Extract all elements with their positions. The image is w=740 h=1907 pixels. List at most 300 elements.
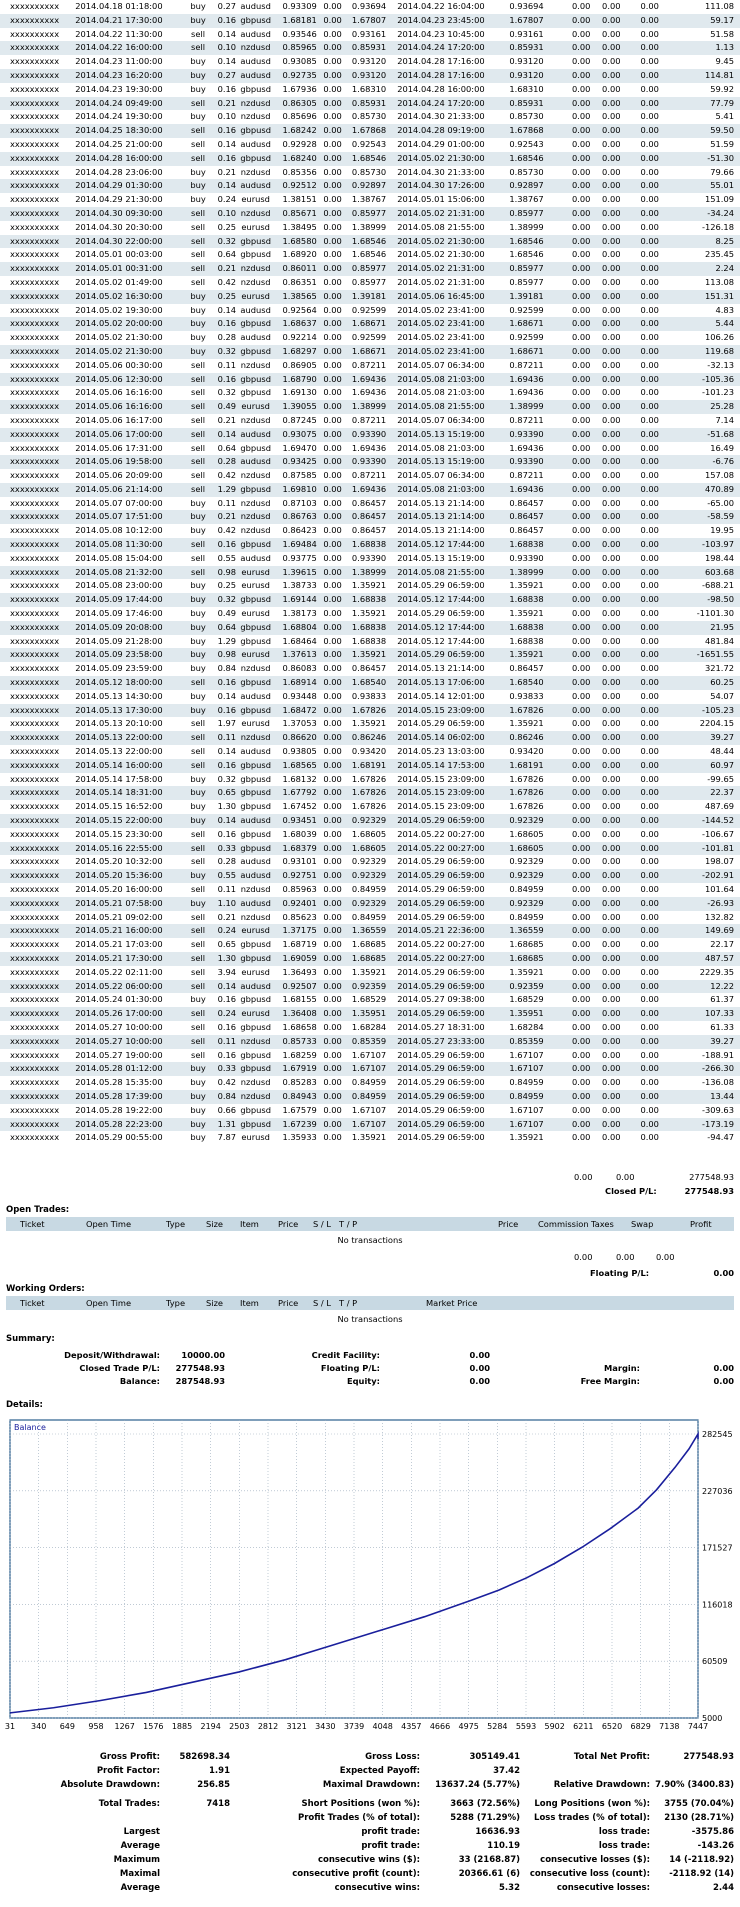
- table-cell: 2014.05.13 21:14:00: [397, 497, 485, 508]
- table-cell: 0.00: [591, 1007, 621, 1021]
- table-cell: 0.85965: [274, 41, 318, 55]
- table-cell: nzdusd: [237, 510, 274, 524]
- table-cell: 0.14: [217, 138, 237, 149]
- stat-max-cl: 14 (-2118.92): [669, 1855, 734, 1865]
- stat-average-pt: 110.19: [487, 1841, 520, 1851]
- table-cell: 1.68605: [351, 828, 387, 839]
- table-cell: 2014.05.08 21:03:00: [387, 373, 499, 387]
- table-cell: 0.00: [545, 510, 592, 524]
- table-cell: buy: [184, 1062, 212, 1076]
- table-cell: nzdusd: [240, 470, 271, 481]
- table-cell: 0.00: [318, 455, 343, 469]
- table-row: [0, 842, 740, 856]
- table-cell: 0.00: [323, 276, 342, 287]
- table-cell: nzdusd: [240, 111, 271, 122]
- table-cell: 0.00: [591, 97, 621, 111]
- stat-net-profit-label: Total Net Profit:: [573, 1752, 650, 1762]
- table-cell: 0.00: [640, 690, 659, 701]
- table-cell: sell: [184, 207, 212, 221]
- stat-avg-cl: 2.44: [713, 1883, 734, 1893]
- table-cell: 0.00: [323, 414, 342, 425]
- x-tick-label: 5902: [544, 1722, 565, 1731]
- table-cell: 0.00: [640, 1049, 659, 1060]
- table-cell: xxxxxxxxxx: [10, 497, 60, 508]
- table-cell: 2014.05.29 06:59:00: [397, 966, 485, 977]
- table-cell: 0.00: [640, 304, 659, 315]
- table-cell: 0.00: [571, 773, 591, 784]
- table-row: [0, 179, 740, 193]
- table-cell: 2014.05.02 01:49:00: [75, 276, 163, 287]
- table-cell: 0.87211: [351, 470, 387, 481]
- table-cell: 0.00: [323, 608, 342, 619]
- table-cell: xxxxxxxxxx: [0, 152, 74, 166]
- table-cell: 0.85977: [351, 276, 387, 287]
- table-cell: -58.59: [660, 510, 740, 524]
- table-cell: 0.00: [323, 166, 342, 177]
- table-cell: 0.00: [602, 1104, 621, 1115]
- table-cell: 1.69144: [274, 593, 318, 607]
- table-cell: 2014.04.30 21:33:00: [397, 166, 485, 177]
- table-cell: audusd: [240, 332, 271, 343]
- table-cell: 1.68914: [274, 676, 318, 690]
- table-row: [0, 124, 740, 138]
- table-cell: 0.00: [323, 1021, 342, 1032]
- table-cell: 0.86905: [282, 359, 317, 370]
- table-cell: 0.92897: [343, 179, 387, 193]
- table-cell: 2014.05.29 00:55:00: [75, 1132, 163, 1143]
- table-row: [0, 414, 740, 428]
- y-tick-label: 5000: [702, 1714, 723, 1723]
- chart-title: Balance: [14, 1423, 46, 1432]
- table-cell: 0.14: [212, 814, 237, 828]
- table-row: [0, 773, 740, 787]
- table-cell: -1651.55: [660, 648, 740, 662]
- table-cell: 106.26: [704, 332, 734, 343]
- table-cell: 0.00: [602, 276, 621, 287]
- table-cell: 2229.35: [699, 966, 734, 977]
- table-cell: gbpusd: [240, 1021, 271, 1032]
- table-cell: 0.00: [591, 179, 621, 193]
- table-cell: 0.00: [602, 304, 621, 315]
- stat-max-cw: 33 (2168.87): [458, 1855, 520, 1865]
- table-cell: 0.00: [545, 786, 592, 800]
- table-cell: 2014.04.24 19:30:00: [75, 111, 163, 122]
- table-cell: gbpusd: [237, 593, 274, 607]
- stat-max-dd: 13637.24 (5.77%): [435, 1780, 520, 1790]
- table-cell: eurusd: [241, 194, 270, 205]
- table-row: [0, 828, 740, 842]
- table-cell: 0.11: [217, 359, 237, 370]
- table-cell: 0.00: [622, 1090, 660, 1104]
- table-cell: 2014.05.01 00:31:00: [74, 262, 184, 276]
- table-cell: 2014.05.22 00:27:00: [387, 952, 499, 966]
- table-cell: 0.00: [591, 510, 621, 524]
- table-cell: 1.35921: [351, 718, 387, 729]
- table-cell: sell: [184, 731, 212, 745]
- table-cell: 0.00: [545, 373, 592, 387]
- table-cell: 2014.05.02 21:30:00: [387, 235, 499, 249]
- table-cell: 1.68685: [343, 952, 387, 966]
- table-row: [0, 359, 740, 373]
- table-cell: 0.16: [217, 83, 237, 94]
- table-cell: 1.68719: [282, 939, 317, 950]
- table-row: [0, 14, 740, 28]
- table-cell: 60.25: [660, 676, 740, 690]
- table-cell: 0.00: [591, 373, 621, 387]
- column-header: Item: [240, 1298, 259, 1308]
- table-cell: 1.38767: [509, 194, 544, 205]
- table-cell: 22.37: [660, 786, 740, 800]
- table-cell: gbpusd: [237, 373, 274, 387]
- table-cell: 0.93390: [499, 428, 544, 442]
- table-cell: 0.00: [602, 994, 621, 1005]
- table-cell: 1.39055: [274, 400, 318, 414]
- stat-maximum-label: Maximum: [113, 1855, 160, 1865]
- table-cell: 0.93309: [282, 1, 317, 11]
- table-row: [0, 1104, 740, 1118]
- table-cell: xxxxxxxxxx: [0, 786, 74, 800]
- table-cell: 1.68838: [499, 593, 544, 607]
- table-cell: 0.93075: [274, 428, 318, 442]
- table-cell: 2014.05.29 06:59:00: [397, 856, 485, 867]
- table-cell: 0.87211: [509, 470, 544, 481]
- table-cell: 1.68540: [343, 676, 387, 690]
- table-cell: 0.16: [212, 373, 237, 387]
- table-row: [0, 41, 740, 55]
- table-cell: 1.36493: [282, 966, 317, 977]
- table-cell: 0.00: [323, 470, 342, 481]
- table-cell: 0.00: [571, 663, 591, 674]
- table-cell: 0.84959: [509, 884, 544, 894]
- table-cell: 2014.05.08 21:03:00: [397, 387, 485, 398]
- table-cell: 0.00: [318, 1118, 343, 1132]
- table-cell: 2014.05.23 13:03:00: [397, 746, 485, 757]
- table-cell: 0.85730: [509, 166, 544, 177]
- table-cell: xxxxxxxxxx: [0, 207, 74, 221]
- table-cell: 0.00: [602, 221, 621, 232]
- table-row: [0, 552, 740, 566]
- table-cell: 0.92329: [343, 814, 387, 828]
- table-cell: 0.00: [640, 1132, 659, 1143]
- table-row: [0, 386, 740, 400]
- table-row: [0, 731, 740, 745]
- table-cell: 0.00: [323, 525, 342, 536]
- table-cell: xxxxxxxxxx: [0, 538, 74, 552]
- table-cell: 0.93425: [274, 455, 318, 469]
- table-cell: 0.00: [571, 1, 591, 11]
- table-cell: 0.93833: [351, 690, 387, 701]
- table-cell: 1.35933: [282, 1132, 317, 1143]
- table-cell: 0.92928: [282, 138, 317, 149]
- table-row: [0, 800, 740, 814]
- table-cell: nzdusd: [240, 166, 271, 177]
- table-cell: 1.67452: [282, 801, 317, 812]
- stat-gross-profit: 582698.34: [179, 1752, 230, 1762]
- table-cell: 0.85730: [351, 166, 387, 177]
- table-cell: 0.00: [602, 690, 621, 701]
- table-cell: 2014.05.13 22:00:00: [74, 731, 184, 745]
- table-cell: 1.38999: [351, 221, 387, 232]
- table-cell: gbpusd: [240, 939, 271, 950]
- stat-average-pt-label: profit trade:: [361, 1841, 420, 1851]
- table-cell: 0.00: [640, 746, 659, 757]
- column-header: Price: [498, 1219, 519, 1229]
- table-cell: 0.00: [640, 83, 659, 94]
- table-cell: 0.00: [571, 111, 591, 122]
- table-cell: xxxxxxxxxx: [10, 332, 60, 343]
- table-cell: 0.00: [318, 676, 343, 690]
- table-cell: 0.32: [212, 235, 237, 249]
- table-cell: 0.00: [323, 828, 342, 839]
- x-tick-label: 4666: [429, 1722, 451, 1731]
- x-tick-label: 3739: [343, 1722, 365, 1731]
- table-cell: 2014.05.29 06:59:00: [397, 1077, 485, 1088]
- table-cell: 0.86457: [509, 663, 544, 674]
- column-header: Commission: [538, 1219, 589, 1229]
- table-row: [0, 938, 740, 952]
- table-cell: 0.00: [323, 580, 342, 591]
- table-cell: 1.30: [217, 801, 237, 812]
- table-cell: 1.68529: [351, 994, 387, 1005]
- table-cell: 0.00: [545, 400, 592, 414]
- table-cell: 1.69436: [343, 483, 387, 497]
- table-row: [0, 759, 740, 773]
- table-cell: 2014.05.06 00:30:00: [75, 359, 163, 370]
- table-cell: 0.00: [602, 1021, 621, 1032]
- table-cell: 2014.05.07 17:51:00: [74, 510, 184, 524]
- table-cell: buy: [190, 332, 206, 343]
- table-row: [0, 1131, 740, 1145]
- table-cell: buy: [190, 1132, 206, 1143]
- table-cell: 0.00: [591, 538, 621, 552]
- table-cell: xxxxxxxxxx: [0, 897, 74, 911]
- table-cell: 0.00: [640, 828, 659, 839]
- table-cell: 0.00: [622, 262, 660, 276]
- table-cell: 0.00: [318, 704, 343, 718]
- table-cell: 157.08: [704, 470, 734, 481]
- x-tick-label: 3121: [286, 1722, 307, 1731]
- table-cell: 1.68181: [274, 14, 318, 28]
- stat-avg2-label: Average: [120, 1883, 160, 1893]
- table-cell: 2014.05.14 18:31:00: [74, 786, 184, 800]
- stat-mx-cp-label: consecutive profit (count):: [292, 1869, 420, 1879]
- table-cell: 1.36559: [343, 924, 387, 938]
- table-cell: 2014.05.08 21:55:00: [387, 566, 499, 580]
- table-cell: buy: [190, 994, 206, 1005]
- table-cell: buy: [190, 580, 206, 591]
- table-cell: 2014.04.22 11:30:00: [75, 28, 163, 39]
- table-cell: nzdusd: [237, 41, 274, 55]
- table-cell: 2014.04.23 10:45:00: [397, 28, 485, 39]
- table-cell: -6.76: [660, 455, 740, 469]
- table-cell: 1.67579: [282, 1104, 317, 1115]
- table-cell: 0.00: [602, 414, 621, 425]
- table-cell: 1.67107: [509, 1049, 544, 1060]
- table-cell: xxxxxxxxxx: [10, 221, 60, 232]
- table-cell: gbpusd: [237, 317, 274, 331]
- table-cell: gbpusd: [237, 786, 274, 800]
- x-tick-label: 6211: [573, 1722, 594, 1731]
- table-cell: 0.00: [602, 249, 621, 260]
- table-cell: xxxxxxxxxx: [10, 1077, 60, 1088]
- table-cell: 1.13: [660, 41, 740, 55]
- table-cell: 0.00: [323, 387, 342, 398]
- table-cell: 0.86083: [282, 663, 317, 674]
- table-cell: gbpusd: [237, 704, 274, 718]
- table-cell: 2014.05.14 06:02:00: [387, 731, 499, 745]
- table-cell: 0.00: [545, 290, 592, 304]
- table-cell: xxxxxxxxxx: [0, 621, 74, 635]
- table-row: [0, 966, 740, 980]
- table-cell: nzdusd: [240, 414, 271, 425]
- table-cell: 1.69470: [282, 442, 317, 453]
- stat-long: 3755 (70.04%): [664, 1799, 734, 1809]
- table-cell: 0.92329: [509, 856, 544, 867]
- table-cell: 0.00: [640, 194, 659, 205]
- table-cell: 0.00: [591, 455, 621, 469]
- table-cell: gbpusd: [240, 1104, 271, 1115]
- table-cell: 0.00: [602, 442, 621, 453]
- table-cell: 0.92599: [351, 332, 387, 343]
- table-cell: 0.00: [323, 28, 342, 39]
- table-cell: 0.00: [545, 648, 592, 662]
- table-cell: 0.00: [323, 801, 342, 812]
- table-cell: 0.93805: [282, 746, 317, 757]
- table-cell: 0.00: [640, 470, 659, 481]
- table-cell: 0.98: [212, 566, 237, 580]
- table-cell: 0.85963: [282, 884, 317, 894]
- table-row: [0, 276, 740, 290]
- table-cell: 1.67868: [499, 124, 544, 138]
- table-row: [0, 0, 740, 14]
- table-cell: 5.44: [660, 317, 740, 331]
- table-row: [0, 1035, 740, 1049]
- table-cell: 0.00: [571, 1104, 591, 1115]
- table-cell: 0.00: [602, 470, 621, 481]
- table-cell: 1.38173: [282, 608, 317, 619]
- table-cell: -1101.30: [696, 608, 734, 619]
- table-row: [0, 911, 740, 925]
- table-cell: 2014.05.13 15:19:00: [387, 455, 499, 469]
- table-cell: sell: [184, 124, 212, 138]
- table-row: [0, 814, 740, 828]
- table-cell: 1.67107: [351, 1104, 387, 1115]
- table-cell: 0.00: [571, 608, 591, 619]
- table-cell: 0.65: [217, 939, 237, 950]
- table-cell: xxxxxxxxxx: [10, 994, 60, 1005]
- table-cell: 0.10: [212, 207, 237, 221]
- table-row: [0, 1076, 740, 1090]
- table-cell: 2014.05.01 00:03:00: [75, 249, 163, 260]
- table-row: [0, 331, 740, 345]
- table-cell: 0.85283: [282, 1077, 317, 1088]
- table-cell: 113.08: [704, 276, 734, 287]
- table-cell: 0.00: [602, 939, 621, 950]
- table-cell: 0.86763: [274, 510, 318, 524]
- table-cell: 0.00: [602, 1049, 621, 1060]
- column-header: Swap: [631, 1219, 654, 1229]
- table-cell: 0.00: [591, 41, 621, 55]
- table-cell: 0.32: [212, 593, 237, 607]
- table-cell: 0.00: [318, 345, 343, 359]
- table-cell: 2014.04.18 01:18:00: [75, 1, 163, 11]
- table-row: [0, 1049, 740, 1063]
- table-cell: 0.92329: [499, 814, 544, 828]
- table-cell: xxxxxxxxxx: [0, 510, 74, 524]
- table-cell: 0.86620: [274, 731, 318, 745]
- table-cell: xxxxxxxxxx: [0, 14, 74, 28]
- table-cell: 0.00: [591, 317, 621, 331]
- table-cell: 1.68685: [509, 939, 544, 950]
- table-cell: 1.69436: [509, 387, 544, 398]
- table-cell: 151.09: [704, 194, 734, 205]
- table-cell: xxxxxxxxxx: [0, 235, 74, 249]
- table-cell: 0.00: [323, 249, 342, 260]
- table-cell: 0.86305: [274, 97, 318, 111]
- table-cell: 2014.05.02 19:30:00: [75, 304, 163, 315]
- table-cell: 0.00: [323, 1049, 342, 1060]
- table-cell: gbpusd: [240, 387, 271, 398]
- table-cell: 1.67107: [351, 1049, 387, 1060]
- table-cell: 2014.05.09 21:28:00: [75, 635, 163, 646]
- table-cell: xxxxxxxxxx: [0, 924, 74, 938]
- table-cell: 0.00: [640, 138, 659, 149]
- table-cell: 114.81: [660, 69, 740, 83]
- table-cell: 1.67107: [509, 1104, 544, 1115]
- table-cell: 0.00: [591, 759, 621, 773]
- table-cell: 2014.05.02 23:41:00: [397, 332, 485, 343]
- open-trades-empty: No transactions: [337, 1235, 403, 1245]
- table-cell: -103.97: [660, 538, 740, 552]
- table-cell: 0.65: [212, 786, 237, 800]
- table-cell: 1.35921: [499, 648, 544, 662]
- table-cell: 2014.05.15 23:09:00: [387, 704, 499, 718]
- table-cell: 0.00: [545, 593, 592, 607]
- table-cell: 0.00: [318, 262, 343, 276]
- table-cell: 1.68671: [499, 345, 544, 359]
- table-cell: 1.39181: [343, 290, 387, 304]
- table-cell: xxxxxxxxxx: [0, 952, 74, 966]
- table-cell: buy: [190, 111, 206, 122]
- table-cell: eurusd: [237, 290, 274, 304]
- table-cell: 60.97: [660, 759, 740, 773]
- table-cell: gbpusd: [237, 124, 274, 138]
- table-cell: xxxxxxxxxx: [10, 138, 60, 149]
- table-cell: 0.86246: [499, 731, 544, 745]
- table-cell: 0.00: [323, 884, 342, 894]
- table-cell: 0.00: [318, 373, 343, 387]
- stat-avg-cw-label: consecutive wins:: [334, 1883, 420, 1893]
- x-tick-label: 6520: [601, 1722, 623, 1731]
- table-cell: 0.00: [571, 856, 591, 867]
- table-cell: 0.00: [318, 483, 343, 497]
- table-cell: 2014.05.29 06:59:00: [387, 980, 499, 994]
- table-cell: 7.87: [217, 1132, 237, 1143]
- table-cell: 1.68605: [343, 842, 387, 856]
- table-cell: 2204.15: [699, 718, 734, 729]
- table-cell: 1.38999: [343, 566, 387, 580]
- table-cell: 51.59: [710, 138, 734, 149]
- stat-average-lt: -143.26: [697, 1841, 734, 1851]
- table-cell: buy: [190, 83, 206, 94]
- column-header: Type: [166, 1298, 186, 1308]
- table-cell: 1.68259: [282, 1049, 317, 1060]
- table-cell: xxxxxxxxxx: [10, 552, 60, 563]
- table-cell: 2014.05.14 17:58:00: [75, 773, 163, 784]
- table-row: [0, 883, 740, 897]
- table-cell: 1.68605: [509, 828, 544, 839]
- table-row: [0, 262, 740, 276]
